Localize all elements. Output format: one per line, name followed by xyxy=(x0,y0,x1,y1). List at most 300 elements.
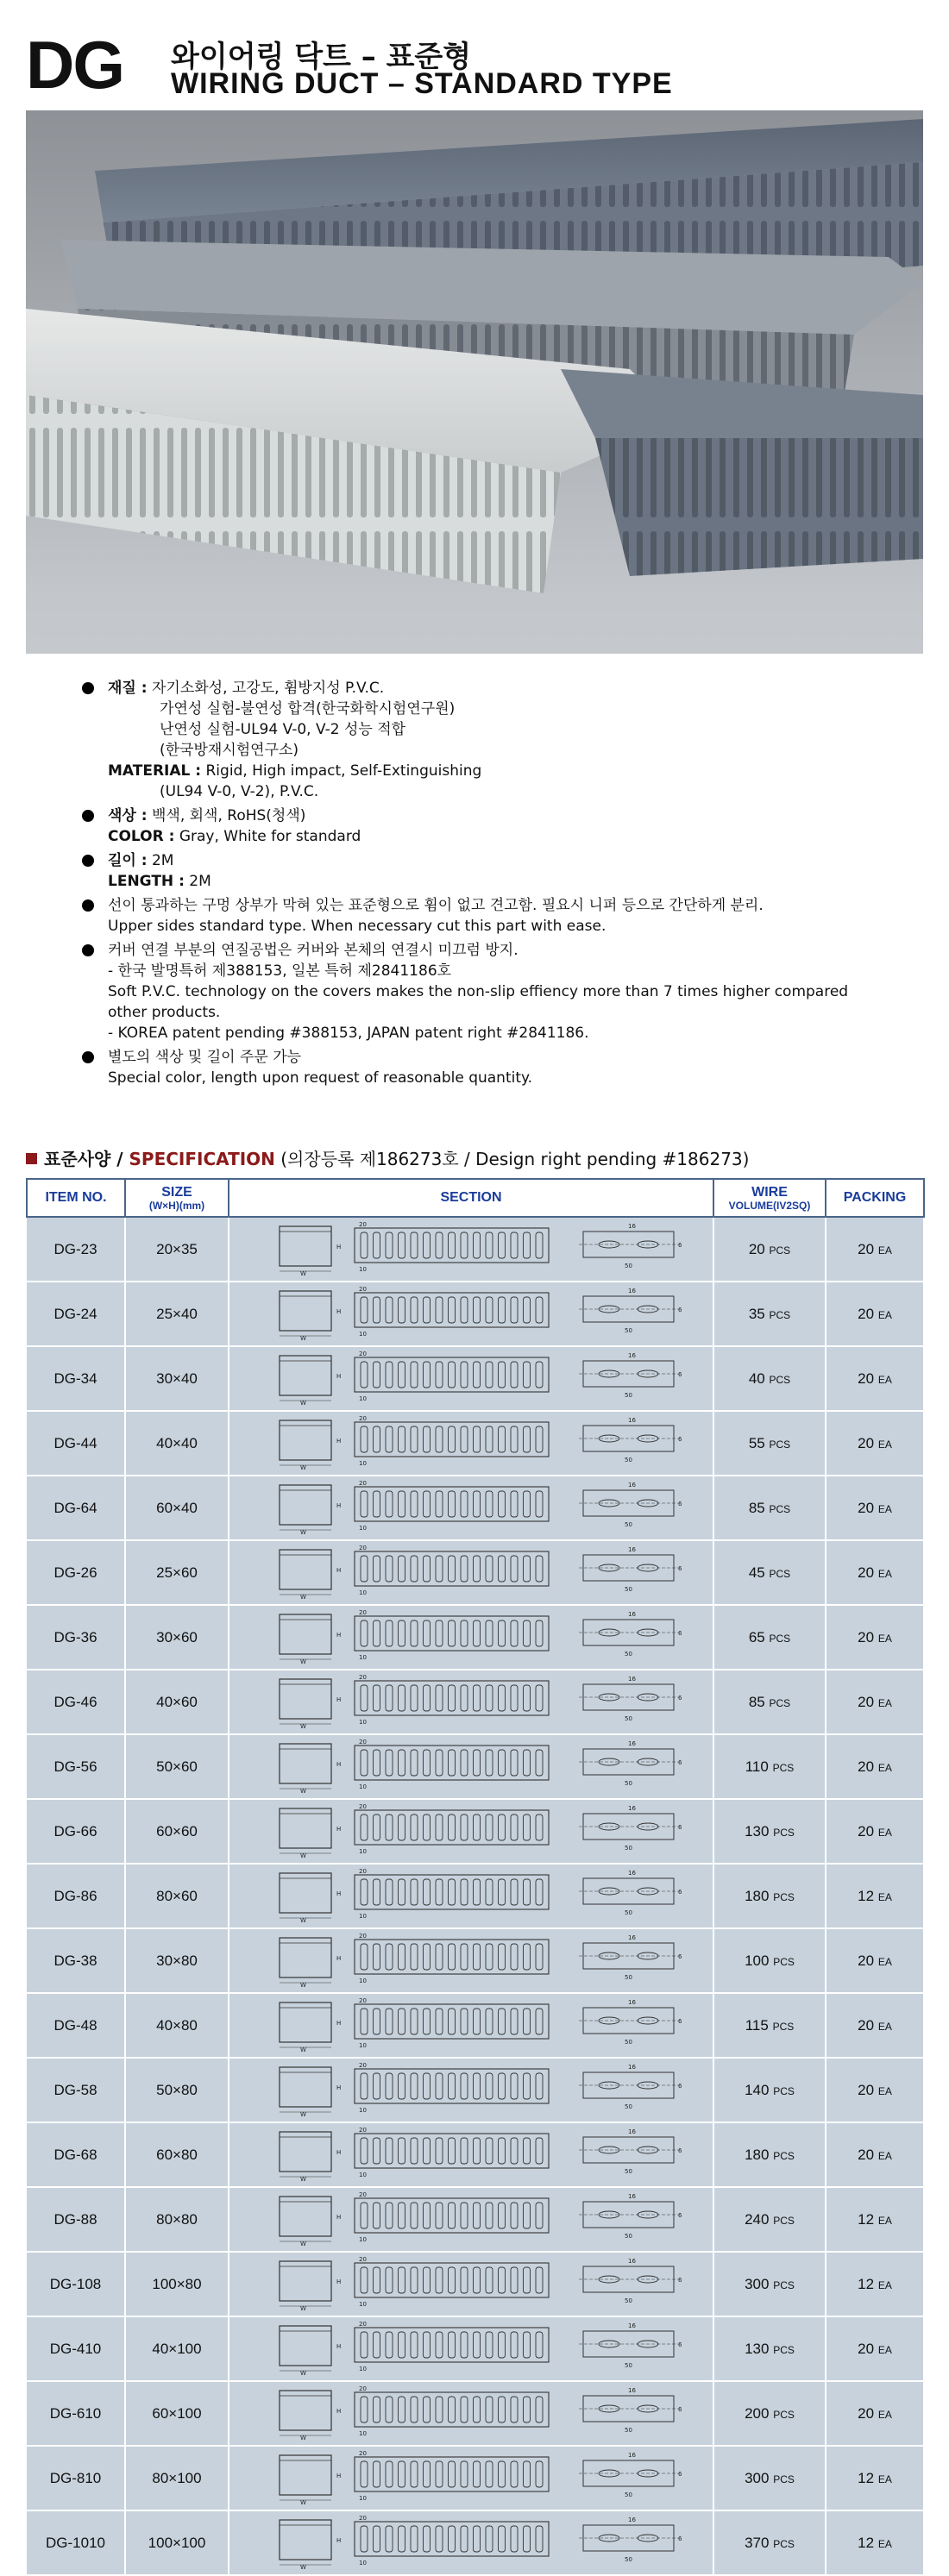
bullet-icon xyxy=(82,899,94,912)
pcs-unit: PCS xyxy=(772,1761,795,1774)
svg-text:16: 16 xyxy=(628,2516,636,2523)
svg-text:10: 10 xyxy=(359,2042,367,2049)
svg-text:6: 6 xyxy=(678,2471,682,2478)
svg-text:6: 6 xyxy=(678,1501,682,1507)
duct-section-drawing xyxy=(229,1541,713,1600)
svg-text:50: 50 xyxy=(625,1457,632,1463)
item-number-cell: DG-38 xyxy=(27,1928,125,1993)
svg-text:H: H xyxy=(336,1632,342,1639)
wire-volume-value: 45 xyxy=(748,1564,765,1581)
packing-value: 20 xyxy=(858,1240,875,1257)
svg-text:W: W xyxy=(300,1400,306,1406)
svg-text:20: 20 xyxy=(359,1803,367,1810)
page-title-korean: 와이어링 닥트 – 표준형 xyxy=(171,40,472,74)
svg-text:50: 50 xyxy=(625,1974,632,1981)
svg-text:16: 16 xyxy=(628,2128,636,2135)
svg-text:W: W xyxy=(300,2499,306,2505)
svg-text:H: H xyxy=(336,2537,342,2544)
duct-section-drawing xyxy=(229,1606,713,1664)
wire-volume-value: 240 xyxy=(745,2210,770,2228)
packing-cell xyxy=(826,1799,924,1864)
packing-value: 20 xyxy=(858,1499,875,1516)
svg-text:20: 20 xyxy=(359,1868,367,1875)
table-row xyxy=(27,2058,924,2122)
table-body xyxy=(27,1217,924,2575)
svg-text:20: 20 xyxy=(359,2127,367,2134)
duct-section-drawing xyxy=(229,1929,713,1988)
svg-text:10: 10 xyxy=(359,1460,367,1467)
duct-section-drawing xyxy=(229,2059,713,2117)
duct-section-drawing xyxy=(229,2511,713,2570)
section-drawing-cell xyxy=(229,1799,713,1864)
svg-text:10: 10 xyxy=(359,2236,367,2243)
wire-volume-cell xyxy=(713,1928,826,1993)
table-row xyxy=(27,1411,924,1476)
svg-text:6: 6 xyxy=(678,1242,682,1249)
svg-text:20: 20 xyxy=(359,2321,367,2328)
table-row xyxy=(27,2252,924,2316)
svg-text:10: 10 xyxy=(359,1977,367,1984)
wire-volume-cell xyxy=(713,2122,826,2187)
svg-text:50: 50 xyxy=(625,1586,632,1593)
svg-text:50: 50 xyxy=(625,2427,632,2434)
svg-text:16: 16 xyxy=(628,1740,636,1747)
svg-text:50: 50 xyxy=(625,2039,632,2046)
packing-value: 20 xyxy=(858,1822,875,1840)
svg-text:W: W xyxy=(300,1982,306,1988)
wire-volume-cell xyxy=(713,1993,826,2058)
svg-text:50: 50 xyxy=(625,1392,632,1399)
svg-text:16: 16 xyxy=(628,1611,636,1618)
product-photo xyxy=(26,110,923,654)
svg-text:6: 6 xyxy=(678,1307,682,1313)
packing-cell xyxy=(826,2122,924,2187)
svg-text:W: W xyxy=(300,1917,306,1923)
pcs-unit: PCS xyxy=(773,2149,795,2162)
pcs-unit: PCS xyxy=(769,1373,791,1386)
svg-text:6: 6 xyxy=(678,2341,682,2348)
wire-volume-cell xyxy=(713,2316,826,2381)
svg-text:50: 50 xyxy=(625,1263,632,1269)
pcs-unit: PCS xyxy=(772,2020,795,2033)
section-drawing-cell xyxy=(229,1217,713,1282)
svg-text:10: 10 xyxy=(359,2107,367,2114)
svg-text:W: W xyxy=(300,2046,306,2053)
svg-text:6: 6 xyxy=(678,2406,682,2413)
packing-cell xyxy=(826,2187,924,2252)
wire-volume-value: 40 xyxy=(748,1369,765,1387)
duct-section-drawing xyxy=(229,1412,713,1470)
packing-cell xyxy=(826,2058,924,2122)
packing-cell xyxy=(826,1993,924,2058)
ea-unit: EA xyxy=(877,2214,892,2227)
section-drawing-cell xyxy=(229,1928,713,1993)
ea-unit: EA xyxy=(877,2149,892,2162)
table-row xyxy=(27,1799,924,1864)
ea-unit: EA xyxy=(877,2473,892,2485)
item-number-cell: DG-410 xyxy=(27,2316,125,2381)
wire-volume-cell xyxy=(713,2252,826,2316)
pcs-unit: PCS xyxy=(769,1696,791,1709)
svg-text:20: 20 xyxy=(359,1933,367,1940)
svg-text:6: 6 xyxy=(678,1759,682,1766)
ea-unit: EA xyxy=(877,1438,892,1451)
size-cell: 80×80 xyxy=(125,2187,229,2252)
pcs-unit: PCS xyxy=(773,2408,795,2421)
duct-section-drawing xyxy=(229,2317,713,2376)
svg-text:H: H xyxy=(336,1955,342,1962)
section-drawing-cell xyxy=(229,2510,713,2575)
specification-table xyxy=(26,1178,925,2576)
svg-text:20: 20 xyxy=(359,1221,367,1228)
packing-cell xyxy=(826,1282,924,1346)
pcs-unit: PCS xyxy=(769,1567,791,1580)
wire-volume-value: 20 xyxy=(748,1240,765,1257)
wire-volume-cell xyxy=(713,1411,826,1476)
wire-volume-value: 130 xyxy=(745,2340,770,2357)
packing-cell xyxy=(826,1864,924,1928)
duct-section-drawing xyxy=(229,2382,713,2441)
pcs-unit: PCS xyxy=(773,2084,795,2097)
svg-text:20: 20 xyxy=(359,2385,367,2392)
item-number-cell: DG-86 xyxy=(27,1864,125,1928)
ea-unit: EA xyxy=(877,1308,892,1321)
wire-volume-cell xyxy=(713,1282,826,1346)
size-cell: 50×60 xyxy=(125,1734,229,1799)
item-number-cell: DG-66 xyxy=(27,1799,125,1864)
packing-cell xyxy=(826,1605,924,1670)
size-cell: 80×60 xyxy=(125,1864,229,1928)
section-drawing-cell xyxy=(229,2381,713,2446)
svg-text:20: 20 xyxy=(359,2515,367,2522)
square-icon xyxy=(26,1153,37,1164)
svg-text:50: 50 xyxy=(625,1327,632,1334)
svg-text:W: W xyxy=(300,2241,306,2247)
wire-volume-value: 140 xyxy=(745,2081,770,2098)
bullet-icon xyxy=(82,682,94,694)
svg-text:10: 10 xyxy=(359,1719,367,1726)
size-cell: 25×40 xyxy=(125,1282,229,1346)
svg-text:20: 20 xyxy=(359,1739,367,1746)
ea-unit: EA xyxy=(877,1502,892,1515)
svg-text:W: W xyxy=(300,1594,306,1600)
packing-value: 12 xyxy=(858,2275,875,2292)
svg-text:W: W xyxy=(300,1529,306,1535)
table-row xyxy=(27,1605,924,1670)
size-cell: 30×40 xyxy=(125,1346,229,1411)
size-cell: 40×80 xyxy=(125,1993,229,2058)
size-cell: 50×80 xyxy=(125,2058,229,2122)
spec-material: 재질 : 자기소화성, 고강도, 휨방지성 P.V.C. 가연성 실험-불연성 합격(한국화학시험연구원) 난연성 실험-UL94 V-0, V-2 성능 적합 (한국방재시험연구소) MATERIAL : Rigid, High impact, Self-Extinguishing (UL94 V-0, V-2), P.V.C. xyxy=(82,678,910,802)
svg-text:16: 16 xyxy=(628,1934,636,1941)
wire-volume-value: 110 xyxy=(745,1758,769,1775)
packing-cell xyxy=(826,1346,924,1411)
svg-text:16: 16 xyxy=(628,1482,636,1489)
svg-text:6: 6 xyxy=(678,1889,682,1896)
wire-volume-cell xyxy=(713,1346,826,1411)
size-cell: 30×60 xyxy=(125,1605,229,1670)
section-drawing-cell xyxy=(229,1411,713,1476)
wire-volume-value: 370 xyxy=(745,2534,770,2551)
wire-volume-value: 180 xyxy=(745,2146,770,2163)
svg-text:50: 50 xyxy=(625,2168,632,2175)
packing-cell xyxy=(826,2252,924,2316)
svg-text:50: 50 xyxy=(625,1780,632,1787)
svg-text:W: W xyxy=(300,1723,306,1729)
svg-text:20: 20 xyxy=(359,1415,367,1422)
page-header xyxy=(26,26,923,103)
table-row xyxy=(27,2381,924,2446)
item-number-cell: DG-48 xyxy=(27,1993,125,2058)
section-drawing-cell xyxy=(229,2122,713,2187)
packing-value: 20 xyxy=(858,2340,875,2357)
svg-text:10: 10 xyxy=(359,1848,367,1855)
packing-value: 20 xyxy=(858,2081,875,2098)
svg-text:50: 50 xyxy=(625,2491,632,2498)
svg-text:50: 50 xyxy=(625,2362,632,2369)
item-number-cell: DG-56 xyxy=(27,1734,125,1799)
svg-text:W: W xyxy=(300,1658,306,1664)
table-row xyxy=(27,1928,924,1993)
svg-text:20: 20 xyxy=(359,1286,367,1293)
svg-text:6: 6 xyxy=(678,2147,682,2154)
packing-cell xyxy=(826,2316,924,2381)
wire-volume-value: 200 xyxy=(745,2404,770,2422)
pcs-unit: PCS xyxy=(773,2473,795,2485)
packing-value: 20 xyxy=(858,1369,875,1387)
item-number-cell: DG-46 xyxy=(27,1670,125,1734)
svg-text:W: W xyxy=(300,2305,306,2311)
svg-text:H: H xyxy=(336,2473,342,2479)
svg-text:H: H xyxy=(336,2149,342,2156)
duct-section-drawing xyxy=(229,1800,713,1858)
svg-text:20: 20 xyxy=(359,1997,367,2004)
pcs-unit: PCS xyxy=(769,1438,791,1451)
svg-text:H: H xyxy=(336,2020,342,2027)
svg-text:10: 10 xyxy=(359,2430,367,2437)
size-cell: 60×60 xyxy=(125,1799,229,1864)
ea-unit: EA xyxy=(877,1696,892,1709)
wire-volume-cell xyxy=(713,1217,826,1282)
table-row xyxy=(27,2122,924,2187)
svg-text:16: 16 xyxy=(628,1417,636,1424)
wire-volume-cell xyxy=(713,2381,826,2446)
duct-section-drawing xyxy=(229,2253,713,2311)
svg-text:6: 6 xyxy=(678,2018,682,2025)
svg-text:10: 10 xyxy=(359,1589,367,1596)
section-drawing-cell xyxy=(229,1734,713,1799)
ea-unit: EA xyxy=(877,1955,892,1968)
ea-unit: EA xyxy=(877,1890,892,1903)
ea-unit: EA xyxy=(877,2020,892,2033)
size-cell: 40×60 xyxy=(125,1670,229,1734)
svg-text:50: 50 xyxy=(625,1845,632,1852)
pcs-unit: PCS xyxy=(773,1826,795,1839)
pcs-unit: PCS xyxy=(773,1890,795,1903)
svg-text:50: 50 xyxy=(625,2556,632,2563)
header-section: SECTION xyxy=(229,1179,713,1217)
ea-unit: EA xyxy=(877,1761,892,1774)
svg-text:16: 16 xyxy=(628,2387,636,2394)
table-row xyxy=(27,1993,924,2058)
duct-section-drawing xyxy=(229,2447,713,2505)
wire-volume-value: 115 xyxy=(745,2016,769,2034)
duct-section-drawing xyxy=(229,1865,713,1923)
svg-text:16: 16 xyxy=(628,2452,636,2459)
wire-volume-cell xyxy=(713,2510,826,2575)
svg-text:16: 16 xyxy=(628,2258,636,2265)
svg-text:H: H xyxy=(336,2084,342,2091)
packing-value: 20 xyxy=(858,1693,875,1710)
svg-text:50: 50 xyxy=(625,1909,632,1916)
svg-text:W: W xyxy=(300,1270,306,1276)
item-number-cell: DG-64 xyxy=(27,1476,125,1540)
svg-text:20: 20 xyxy=(359,1480,367,1487)
duct-section-drawing xyxy=(229,1476,713,1535)
wire-volume-cell xyxy=(713,1540,826,1605)
packing-cell xyxy=(826,1540,924,1605)
size-cell: 30×80 xyxy=(125,1928,229,1993)
pcs-unit: PCS xyxy=(773,2537,795,2550)
svg-text:6: 6 xyxy=(678,2277,682,2284)
packing-cell xyxy=(826,1476,924,1540)
packing-cell xyxy=(826,1734,924,1799)
svg-text:20: 20 xyxy=(359,1674,367,1681)
svg-text:W: W xyxy=(300,1852,306,1858)
bullet-icon xyxy=(82,810,94,822)
table-row xyxy=(27,2446,924,2510)
header-wire-volume: WIRE VOLUME(IV2SQ) xyxy=(713,1179,826,1217)
table-row xyxy=(27,1476,924,1540)
bullet-icon xyxy=(82,855,94,867)
svg-text:6: 6 xyxy=(678,1824,682,1831)
packing-cell xyxy=(826,1670,924,1734)
svg-text:20: 20 xyxy=(359,1351,367,1357)
item-number-cell: DG-810 xyxy=(27,2446,125,2510)
svg-text:H: H xyxy=(336,1890,342,1897)
size-cell: 100×80 xyxy=(125,2252,229,2316)
svg-text:H: H xyxy=(336,2278,342,2285)
svg-text:H: H xyxy=(336,1308,342,1315)
svg-text:50: 50 xyxy=(625,2103,632,2110)
section-drawing-cell xyxy=(229,1540,713,1605)
header-item-no: ITEM NO. xyxy=(27,1179,125,1217)
section-drawing-cell xyxy=(229,2252,713,2316)
packing-value: 20 xyxy=(858,1628,875,1645)
specification-heading: 표준사양 / SPECIFICATION (의장등록 제186273호 / Design right pending #186273) xyxy=(26,1145,749,1170)
duct-section-drawing xyxy=(229,1735,713,1794)
svg-text:10: 10 xyxy=(359,1654,367,1661)
packing-value: 20 xyxy=(858,2404,875,2422)
pcs-unit: PCS xyxy=(769,1632,791,1645)
svg-text:H: H xyxy=(336,1502,342,1509)
size-cell: 80×100 xyxy=(125,2446,229,2510)
svg-text:6: 6 xyxy=(678,1630,682,1637)
wire-volume-value: 130 xyxy=(745,1822,770,1840)
svg-text:10: 10 xyxy=(359,1331,367,1338)
ea-unit: EA xyxy=(877,1826,892,1839)
svg-text:10: 10 xyxy=(359,2560,367,2567)
duct-section-drawing xyxy=(229,2188,713,2247)
table-header-row xyxy=(27,1179,924,1217)
packing-cell xyxy=(826,2510,924,2575)
svg-text:W: W xyxy=(300,2370,306,2376)
svg-text:10: 10 xyxy=(359,1783,367,1790)
table-row xyxy=(27,2510,924,2575)
svg-text:H: H xyxy=(336,1826,342,1833)
wire-volume-cell xyxy=(713,1864,826,1928)
svg-text:50: 50 xyxy=(625,1715,632,1722)
table-row xyxy=(27,1346,924,1411)
svg-text:H: H xyxy=(336,1567,342,1574)
packing-value: 20 xyxy=(858,1434,875,1451)
svg-text:H: H xyxy=(336,1373,342,1380)
svg-text:H: H xyxy=(336,2408,342,2415)
pcs-unit: PCS xyxy=(769,1308,791,1321)
wire-volume-value: 65 xyxy=(748,1628,765,1645)
spec-feature-special-order: 별도의 색상 및 길이 주문 가능 Special color, length upon request of reasonable quantity. xyxy=(82,1047,910,1088)
spec-color: 색상 : 백색, 회색, RoHS(청색) COLOR : Gray, White for standard xyxy=(82,805,910,847)
svg-text:20: 20 xyxy=(359,2062,367,2069)
size-cell: 60×100 xyxy=(125,2381,229,2446)
spec-feature-upper-sides: 선이 통과하는 구멍 상부가 막혀 있는 표준형으로 휨이 없고 견고함. 필요시 니퍼 등으로 간단하게 분리. Upper sides standard type. When necessary cut this part with ease. xyxy=(82,895,910,937)
duct-section-drawing xyxy=(229,1994,713,2053)
duct-section-drawing xyxy=(229,1218,713,1276)
svg-text:10: 10 xyxy=(359,2495,367,2502)
svg-text:20: 20 xyxy=(359,2256,367,2263)
item-number-cell: DG-23 xyxy=(27,1217,125,1282)
section-drawing-cell xyxy=(229,2316,713,2381)
svg-text:16: 16 xyxy=(628,1352,636,1359)
packing-value: 20 xyxy=(858,1305,875,1322)
duct-section-drawing xyxy=(229,1670,713,1729)
item-number-cell: DG-108 xyxy=(27,2252,125,2316)
svg-text:H: H xyxy=(336,2214,342,2221)
svg-text:W: W xyxy=(300,1788,306,1794)
duct-section-drawing xyxy=(229,2123,713,2182)
svg-text:16: 16 xyxy=(628,1288,636,1294)
header-packing: PACKING xyxy=(826,1179,924,1217)
table-row xyxy=(27,2316,924,2381)
wire-volume-cell xyxy=(713,1605,826,1670)
section-drawing-cell xyxy=(229,1346,713,1411)
svg-text:6: 6 xyxy=(678,1953,682,1960)
size-cell: 20×35 xyxy=(125,1217,229,1282)
ea-unit: EA xyxy=(877,2343,892,2356)
wire-volume-value: 85 xyxy=(748,1693,765,1710)
section-drawing-cell xyxy=(229,2446,713,2510)
wire-volume-cell xyxy=(713,1799,826,1864)
wire-volume-cell xyxy=(713,2446,826,2510)
ea-unit: EA xyxy=(877,2408,892,2421)
section-drawing-cell xyxy=(229,1605,713,1670)
svg-text:16: 16 xyxy=(628,1676,636,1683)
svg-text:6: 6 xyxy=(678,1371,682,1378)
svg-text:50: 50 xyxy=(625,2233,632,2240)
wire-volume-cell xyxy=(713,2058,826,2122)
pcs-unit: PCS xyxy=(773,2278,795,2291)
section-drawing-cell xyxy=(229,2187,713,2252)
svg-text:W: W xyxy=(300,1335,306,1341)
svg-text:10: 10 xyxy=(359,2172,367,2178)
packing-cell xyxy=(826,2381,924,2446)
section-drawing-cell xyxy=(229,1282,713,1346)
section-drawing-cell xyxy=(229,1993,713,2058)
size-cell: 40×100 xyxy=(125,2316,229,2381)
page-title-english: WIRING DUCT – STANDARD TYPE xyxy=(171,67,673,100)
size-cell: 25×60 xyxy=(125,1540,229,1605)
svg-text:W: W xyxy=(300,2435,306,2441)
